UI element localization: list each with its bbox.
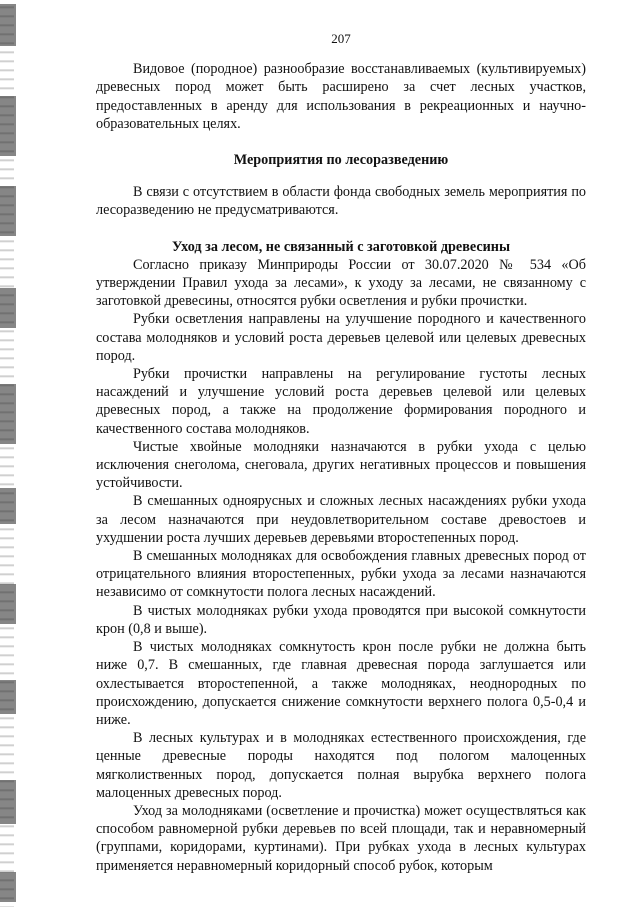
paragraph: В чистых молодняках сомкнутость крон после рубки не должна быть ниже 0,7. В смешанных, где главная древесная порода заглушается или охлестывается второстепенной, а также молодняках, неоднородных по происхождению, допускается снижение сомкнутости верхнего полога 0,5-0,4 и ниже. [96,639,586,728]
paragraph: В смешанных одноярусных и сложных лесных насаждениях рубки ухода за лесом назначаются при неудовлетворительном составе древостоев и ухудшении роста лучших деревьев деревьями второстепенных пород. [96,493,586,546]
scan-artifact [0,384,16,444]
scan-artifact [0,96,16,156]
paragraph: Согласно приказу Минприроды России от 30.07.2020 № 534 «Об утверждении Правил ухода за лесами», к уходу за лесами, не связанному с заготовкой древесины, относятся рубки осветления и рубки прочистки. [96,256,586,310]
heading-forest-care: Уход за лесом, не связанный с заготовкой древесины [171,238,511,255]
scan-artifact [0,488,16,524]
scan-artifact [0,4,16,46]
heading-afforestation: Мероприятия по лесоразведению [233,152,449,169]
scan-artifact [0,584,16,624]
paragraph: Рубки осветления направлены на улучшение породного и качественного состава молодняков и условий роста деревьев целевой или целевых древесных пород. [96,311,586,364]
paragraph: Рубки прочистки направлены на регулирование густоты лесных насаждений и улучшение условий роста деревьев целевой или целевых древесных пород, а также на продолжение формирования породного и качественного состава молодняков. [96,366,586,437]
paragraph: Уход за молодняками (осветление и прочистка) может осуществляться как способом равномерной рубки деревьев по всей площади, так и неравномерный (группами, коридорами, куртинами). При рубках ухода в лесных культурах применяется неравномерный коридорный способ рубок, которым [96,802,586,874]
page-number: 207 [331,31,351,46]
paragraph-afforestation: В связи с отсутствием в области фонда свободных земель мероприятия по лесоразведению не предусматриваются. [96,184,586,219]
paragraph: В лесных культурах и в молодняках естественного происхождения, где ценные древесные породы находятся под пологом малоценных мягколиственных пород, допускается полная вырубка верхнего полога малоценных древесных пород. [96,730,586,801]
scan-artifact [0,780,16,824]
scan-artifact [0,872,16,902]
paragraph: В чистых молодняках рубки ухода проводятся при высокой сомкнутости крон (0,8 и выше). [96,602,586,637]
paragraph: В смешанных молодняках для освобождения главных древесных пород от отрицательного влияния второстепенных, рубки ухода за лесами назначаются независимо от сомкнутости полога лесных насаждений. [96,548,586,601]
paragraph: Чистые хвойные молодняки назначаются в рубки ухода с целью исключения снеголома, снеговала, других негативных процессов и повышения устойчивости. [96,438,586,492]
scan-artifact [0,680,16,714]
paragraph-intro: Видовое (породное) разнообразие восстанавливаемых (культивируемых) древесных пород может быть расширено за счет лесных участков, предоставленных в аренду для использования в рекреационных и научно-образовательных целях. [96,61,586,132]
scan-artifact [0,186,16,236]
document-page [96,30,586,875]
scan-artifact [0,288,16,328]
